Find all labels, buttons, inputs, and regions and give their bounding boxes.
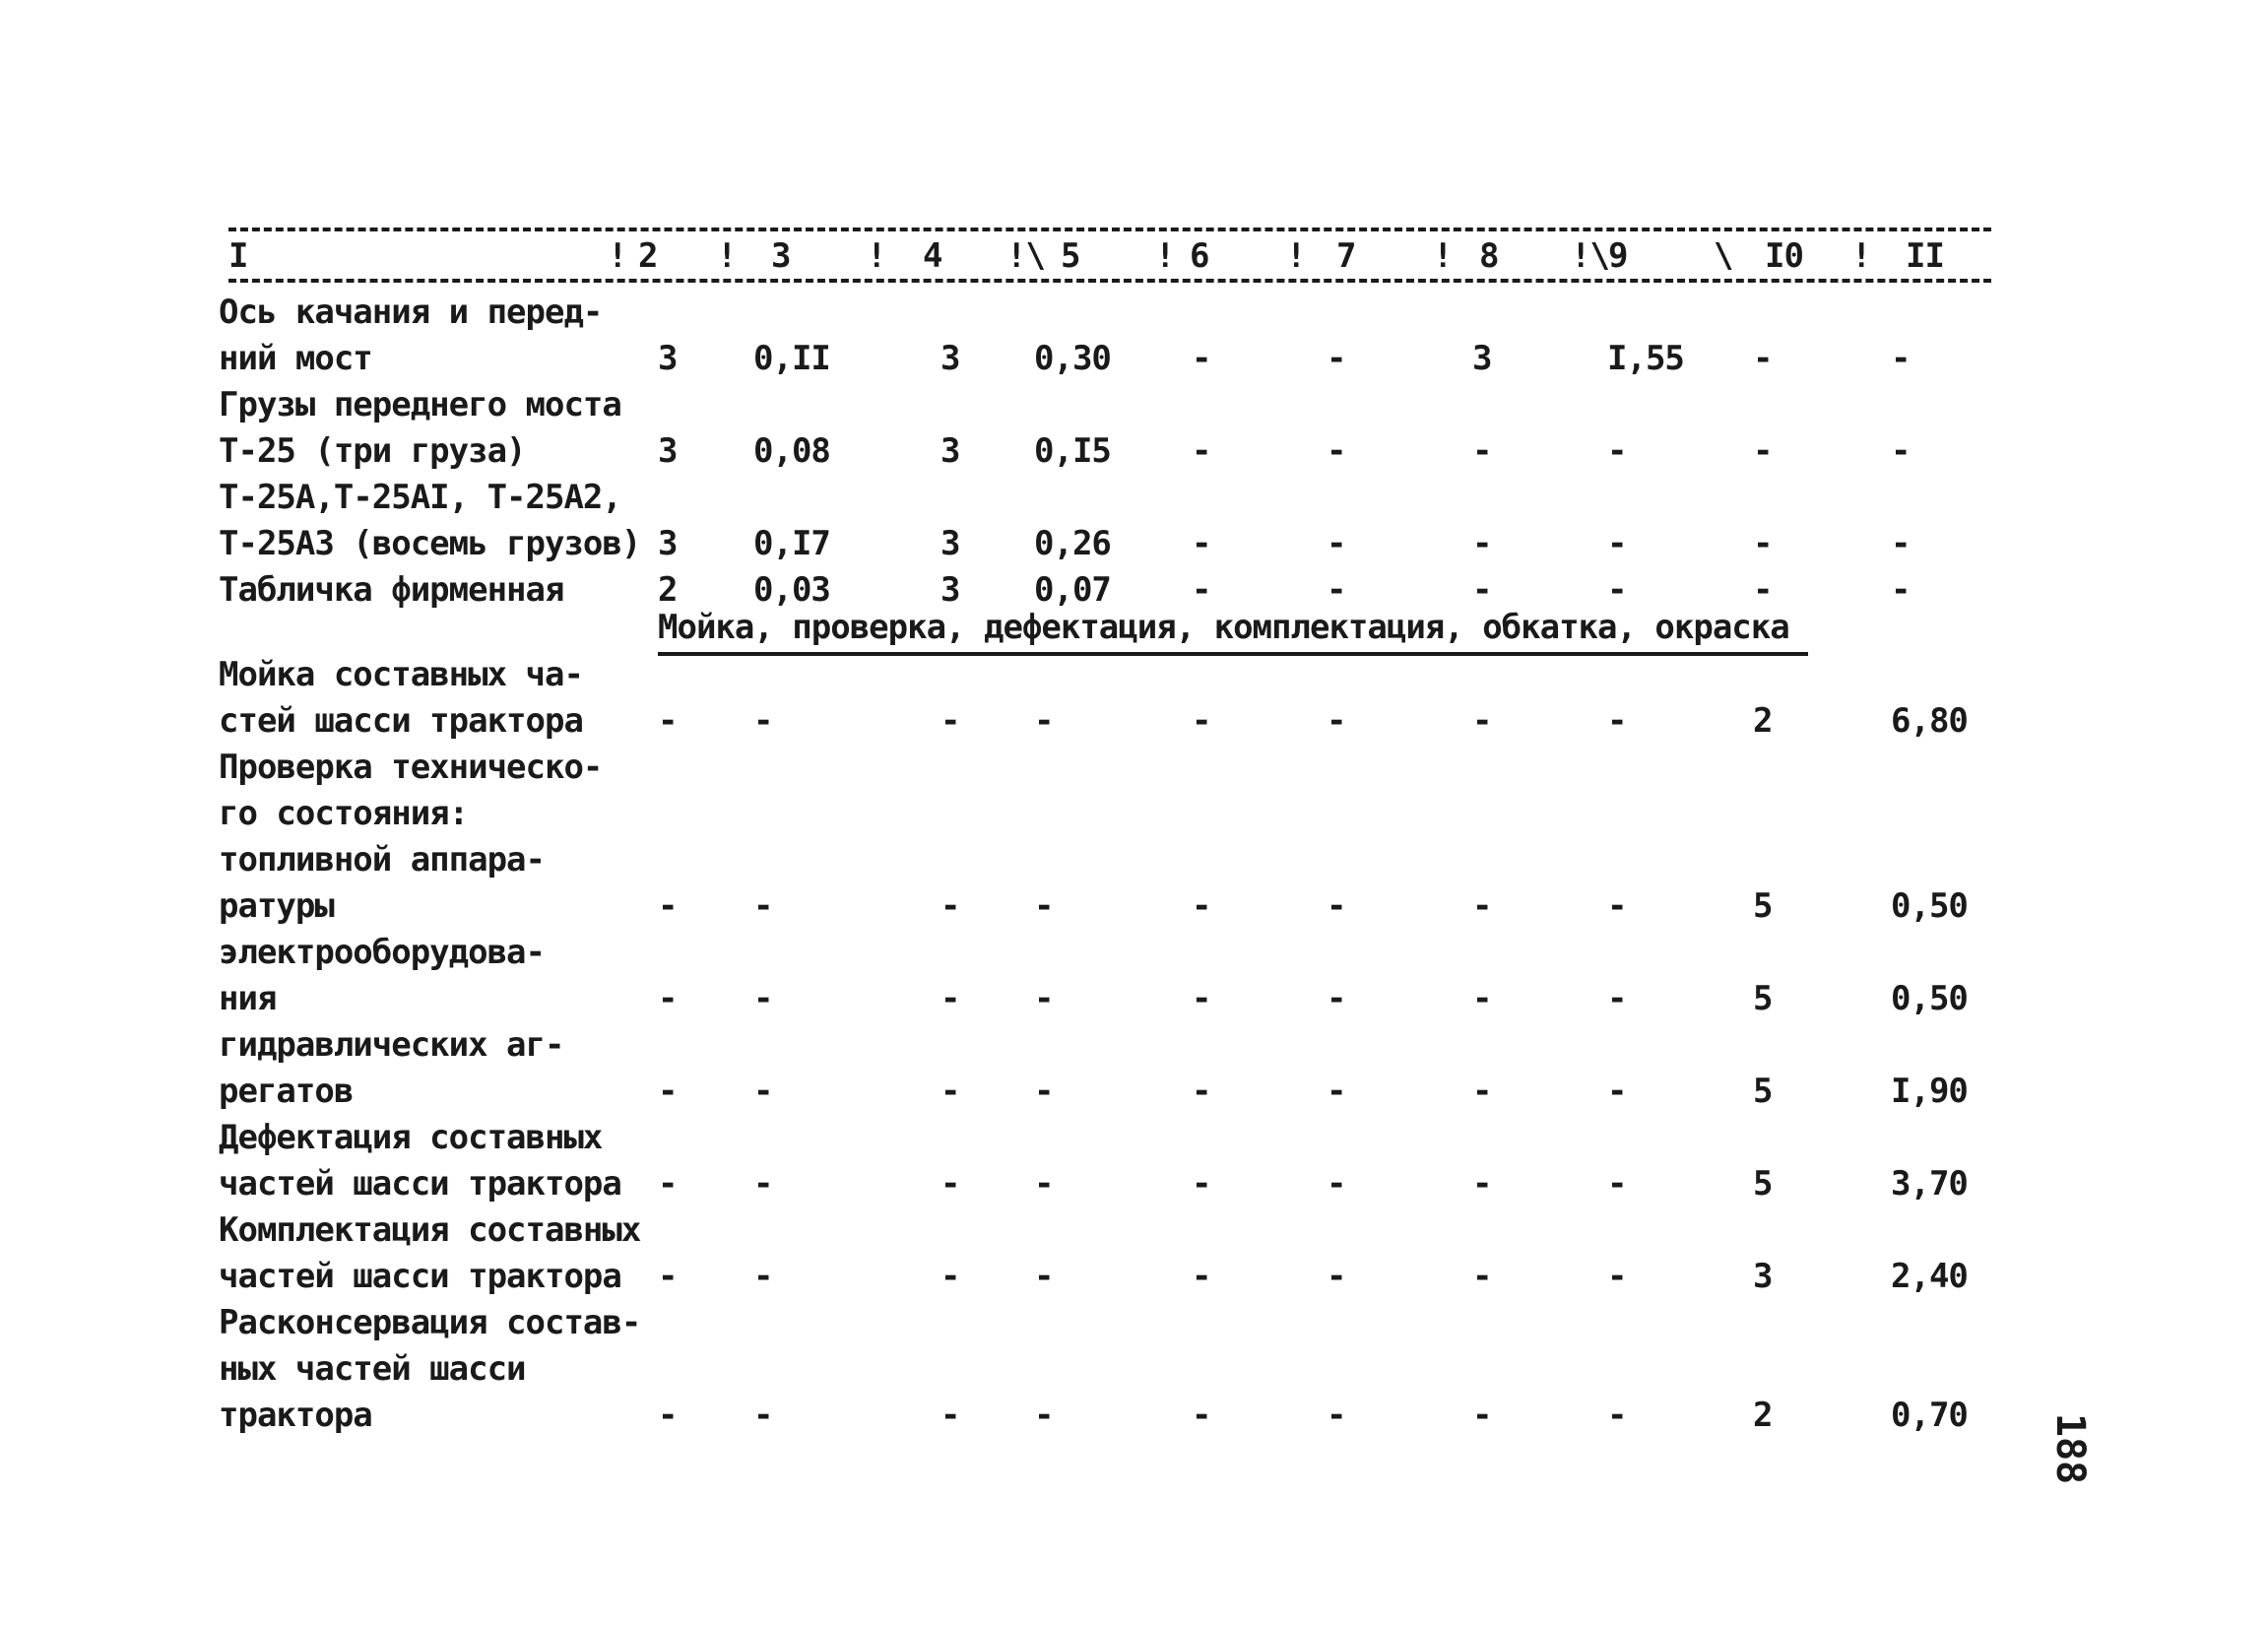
header-bottom-rule (228, 279, 1991, 283)
column-header: 7 (1336, 236, 1356, 276)
cell-value: 3 (940, 339, 960, 378)
row-label: гидравлических аг- (219, 1025, 564, 1065)
cell-value: - (940, 979, 960, 1018)
cell-value: - (1192, 1072, 1211, 1111)
cell-value: 5 (1753, 1164, 1773, 1204)
column-separator: ! (1851, 236, 1871, 276)
row-label: Т-25А3 (восемь грузов) (219, 524, 641, 563)
column-separator: ! (1433, 236, 1453, 276)
column-header: 4 (923, 236, 942, 276)
cell-value: - (1891, 570, 1911, 610)
column-header: I0 (1765, 236, 1803, 276)
cell-value: - (1192, 979, 1211, 1018)
column-header: II (1906, 236, 1944, 276)
row-label: частей шасси трактора (219, 1164, 621, 1204)
cell-value: - (753, 979, 773, 1018)
cell-value: - (1192, 524, 1211, 563)
cell-value: 3 (658, 339, 678, 378)
cell-value: - (1753, 431, 1773, 471)
cell-value: - (1607, 1257, 1627, 1296)
cell-value: - (1753, 339, 1773, 378)
column-separator: ! (1155, 236, 1175, 276)
cell-value: 2,40 (1891, 1257, 1968, 1296)
row-label: Т-25А,Т-25АI, Т-25А2, (219, 478, 621, 517)
cell-value: - (940, 886, 960, 926)
cell-value: - (1192, 701, 1211, 741)
cell-value: 5 (1753, 886, 1773, 926)
column-header: I (228, 236, 248, 276)
cell-value: - (753, 1257, 773, 1296)
cell-value: - (1472, 979, 1492, 1018)
cell-value: - (1192, 1257, 1211, 1296)
cell-value: - (1327, 1257, 1346, 1296)
cell-value: 0,30 (1034, 339, 1111, 378)
cell-value: - (658, 1164, 678, 1204)
cell-value: - (1192, 886, 1211, 926)
cell-value: - (1034, 1396, 1054, 1435)
cell-value: - (1327, 979, 1346, 1018)
cell-value: 0,03 (753, 570, 830, 610)
cell-value: 2 (658, 570, 678, 610)
cell-value: 0,08 (753, 431, 830, 471)
cell-value: 3,70 (1891, 1164, 1968, 1204)
cell-value: - (1891, 339, 1911, 378)
cell-value: - (1192, 339, 1211, 378)
cell-value: I,55 (1607, 339, 1684, 378)
cell-value: - (1034, 701, 1054, 741)
cell-value: 3 (940, 570, 960, 610)
cell-value: - (658, 701, 678, 741)
cell-value: - (1034, 979, 1054, 1018)
row-label: ных частей шасси (219, 1349, 526, 1389)
column-header: 2 (638, 236, 658, 276)
cell-value: 0,50 (1891, 979, 1968, 1018)
cell-value: - (753, 1396, 773, 1435)
cell-value: - (1327, 431, 1346, 471)
cell-value: 3 (658, 431, 678, 471)
row-label: Табличка фирменная (219, 570, 564, 610)
row-label: Дефектация составных (219, 1118, 603, 1157)
column-separator: ! (608, 236, 627, 276)
cell-value: - (1891, 524, 1911, 563)
cell-value: 3 (940, 524, 960, 563)
cell-value: - (1753, 570, 1773, 610)
column-separator: ! (1286, 236, 1306, 276)
cell-value: 3 (1472, 339, 1492, 378)
column-separator: !\ (1571, 236, 1609, 276)
header-top-rule (228, 228, 1991, 231)
cell-value: - (1891, 431, 1911, 471)
cell-value: 6,80 (1891, 701, 1968, 741)
cell-value: - (1472, 524, 1492, 563)
row-label: электрооборудова- (219, 933, 545, 972)
cell-value: - (1607, 1072, 1627, 1111)
row-label: топливной аппара- (219, 840, 545, 879)
cell-value: - (1192, 431, 1211, 471)
row-label: Мойка составных ча- (219, 655, 583, 694)
cell-value: - (1607, 524, 1627, 563)
column-separator: ! (867, 236, 886, 276)
cell-value: - (658, 1396, 678, 1435)
column-header: 3 (771, 236, 791, 276)
cell-value: 0,50 (1891, 886, 1968, 926)
row-label: Т-25 (три груза) (219, 431, 526, 471)
row-label: Ось качания и перед- (219, 293, 603, 332)
cell-value: - (1034, 886, 1054, 926)
column-separator: ! (717, 236, 737, 276)
row-label: трактора (219, 1396, 372, 1435)
row-label: частей шасси трактора (219, 1257, 621, 1296)
cell-value: 2 (1753, 701, 1773, 741)
cell-value: - (1472, 1164, 1492, 1204)
cell-value: 3 (1753, 1257, 1773, 1296)
cell-value: - (1607, 431, 1627, 471)
row-label: ратуры (219, 886, 334, 926)
row-label: Проверка техническо- (219, 748, 603, 787)
cell-value: - (753, 1072, 773, 1111)
cell-value: - (1472, 886, 1492, 926)
row-label: Комплектация составных (219, 1210, 641, 1250)
cell-value: - (753, 701, 773, 741)
cell-value: - (1192, 1164, 1211, 1204)
cell-value: - (1472, 701, 1492, 741)
cell-value: - (753, 1164, 773, 1204)
row-label: го состояния: (219, 794, 469, 833)
cell-value: - (1327, 570, 1346, 610)
column-separator: \ (1714, 236, 1733, 276)
cell-value: - (1034, 1257, 1054, 1296)
cell-value: - (1327, 524, 1346, 563)
cell-value: 0,70 (1891, 1396, 1968, 1435)
column-header: 9 (1608, 236, 1628, 276)
cell-value: - (1327, 1396, 1346, 1435)
cell-value: - (658, 1072, 678, 1111)
cell-value: 3 (940, 431, 960, 471)
cell-value: - (1034, 1164, 1054, 1204)
cell-value: 0,I7 (753, 524, 830, 563)
cell-value: I,90 (1891, 1072, 1968, 1111)
cell-value: 5 (1753, 1072, 1773, 1111)
cell-value: - (1607, 979, 1627, 1018)
cell-value: 3 (658, 524, 678, 563)
row-label: стей шасси трактора (219, 701, 583, 741)
cell-value: - (1327, 339, 1346, 378)
cell-value: - (1034, 1072, 1054, 1111)
row-label: Грузы переднего моста (219, 385, 621, 424)
cell-value: - (940, 1072, 960, 1111)
cell-value: - (940, 701, 960, 741)
cell-value: - (1327, 886, 1346, 926)
cell-value: - (753, 886, 773, 926)
cell-value: 5 (1753, 979, 1773, 1018)
cell-value: - (1753, 524, 1773, 563)
cell-value: - (658, 979, 678, 1018)
cell-value: - (658, 886, 678, 926)
cell-value: - (1472, 1072, 1492, 1111)
cell-value: - (1192, 1396, 1211, 1435)
cell-value: - (1472, 570, 1492, 610)
cell-value: - (1327, 701, 1346, 741)
cell-value: - (1472, 1257, 1492, 1296)
cell-value: - (1607, 1164, 1627, 1204)
cell-value: - (940, 1396, 960, 1435)
cell-value: 0,26 (1034, 524, 1111, 563)
row-label: регатов (219, 1072, 354, 1111)
section-heading-underline (658, 652, 1808, 656)
cell-value: - (1327, 1072, 1346, 1111)
row-label: ний мост (219, 339, 372, 378)
cell-value: 0,07 (1034, 570, 1111, 610)
cell-value: - (940, 1164, 960, 1204)
section-heading: Мойка, проверка, дефектация, комплектация, обкатка, окраска (658, 608, 1789, 647)
cell-value: - (1192, 570, 1211, 610)
column-header: 8 (1479, 236, 1499, 276)
column-header: 5 (1061, 236, 1080, 276)
cell-value: - (1472, 431, 1492, 471)
cell-value: - (1607, 701, 1627, 741)
row-label: ния (219, 979, 277, 1018)
cell-value: - (1607, 570, 1627, 610)
cell-value: - (940, 1257, 960, 1296)
cell-value: 0,I5 (1034, 431, 1111, 471)
row-label: Расконсервация состав- (219, 1303, 641, 1342)
cell-value: - (658, 1257, 678, 1296)
column-header: 6 (1190, 236, 1209, 276)
column-separator: !\ (1006, 236, 1045, 276)
cell-value: - (1472, 1396, 1492, 1435)
cell-value: - (1607, 886, 1627, 926)
cell-value: 2 (1753, 1396, 1773, 1435)
cell-value: - (1607, 1396, 1627, 1435)
page-number: 188 (2047, 1412, 2094, 1485)
cell-value: 0,II (753, 339, 830, 378)
cell-value: - (1327, 1164, 1346, 1204)
